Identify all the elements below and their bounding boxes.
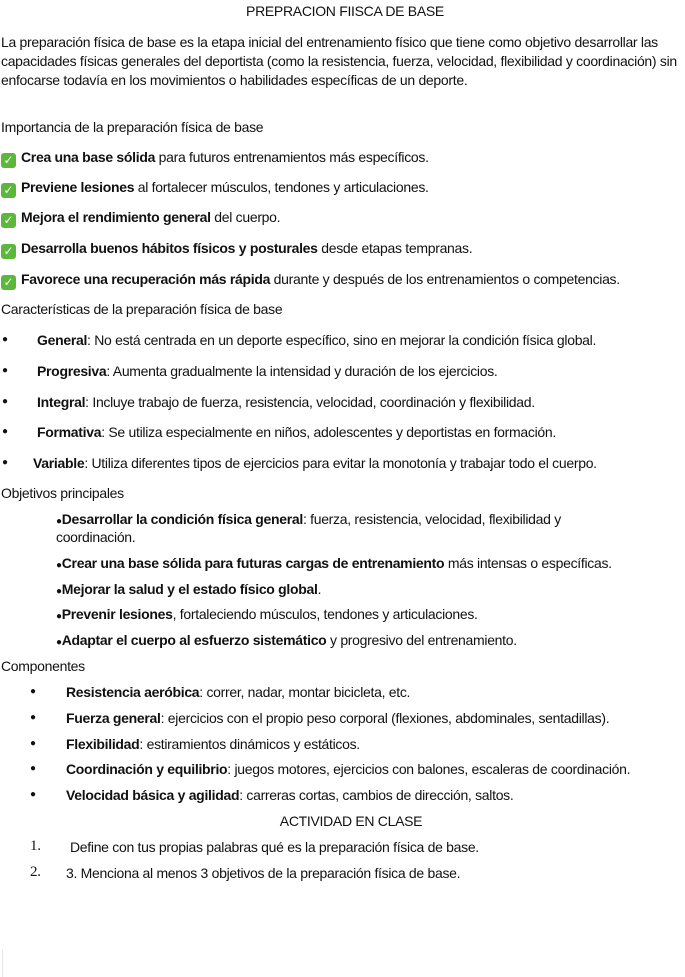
componente-item (66, 710, 609, 726)
bullet-icon: ● (30, 789, 36, 800)
item-bold: Integral (37, 394, 86, 410)
importancia-item (1, 179, 429, 198)
item-bold: Crear una base sólida para futuras cargas de entrenamiento (61, 555, 445, 571)
item-text: del cuerpo. (210, 209, 281, 225)
item-text: , fortaleciendo músculos, tendones y articulaciones. (172, 606, 478, 622)
bullet-icon: ● (2, 457, 8, 468)
componente-item (66, 684, 410, 700)
item-bold: General (37, 332, 88, 348)
item-text: y progresivo del entrenamiento. (326, 632, 517, 648)
activity-item: 3. Menciona al menos 3 objetivos de la preparación física de base. (66, 865, 461, 881)
list-number: 1. (30, 838, 41, 854)
section-heading-importancia: Importancia de la preparación física de base (1, 119, 264, 135)
item-text: al fortalecer músculos, tendones y articulaciones. (134, 179, 429, 195)
bullet-icon: ● (30, 763, 36, 774)
bullet-icon: ● (30, 738, 36, 749)
componente-item (66, 736, 360, 752)
item-bold: Previene lesiones (21, 179, 135, 195)
bullet-icon: ● (30, 686, 36, 697)
check-icon: ✓ (1, 153, 16, 168)
item-bold: Desarrollar la condición física general (61, 511, 303, 527)
caracteristica-item (37, 424, 556, 440)
objetivo-item (56, 581, 321, 597)
item-text: : estiramientos dinámicos y estáticos. (139, 736, 360, 752)
check-icon: ✓ (1, 275, 16, 290)
item-bold: Velocidad básica y agilidad (66, 787, 240, 803)
item-bold: Crea una base sólida (21, 149, 156, 165)
importancia-item (1, 209, 280, 228)
objetivo-item (56, 511, 561, 527)
page-edge-line (2, 950, 3, 977)
bullet-icon: ● (2, 426, 8, 437)
bullet-icon: ● (2, 334, 8, 345)
item-text: : juegos motores, ejercicios con balones, escaleras de coordinación. (227, 761, 631, 777)
bullet-icon: ● (56, 637, 62, 648)
item-bold: Mejorar la salud y el estado físico global (61, 581, 318, 597)
item-bold: Progresiva (37, 363, 107, 379)
objetivo-item (56, 555, 612, 571)
list-number: 2. (30, 864, 41, 880)
item-bold: Variable (33, 455, 85, 471)
item-text: para futuros entrenamientos más específicos. (155, 149, 429, 165)
bullet-icon: ● (2, 396, 8, 407)
bullet-icon: ● (56, 516, 62, 527)
page-title: PREPRACION FIISCA DE BASE (246, 3, 444, 19)
item-bold: Resistencia aeróbica (66, 684, 200, 700)
item-bold: Mejora el rendimiento general (21, 209, 211, 225)
item-text: más intensas o específicas. (444, 555, 612, 571)
item-text: : Aumenta gradualmente la intensidad y duración de los ejercicios. (106, 363, 498, 379)
item-bold: Favorece una recuperación más rápida (21, 271, 271, 287)
bullet-icon: ● (2, 365, 8, 376)
item-text: : Se utiliza especialmente en niños, adolescentes y deportistas en formación. (101, 424, 556, 440)
item-bold: Desarrolla buenos hábitos físicos y posturales (21, 240, 318, 256)
activity-item: Define con tus propias palabras qué es la preparación física de base. (70, 839, 479, 855)
caracteristica-item (33, 455, 597, 471)
check-icon: ✓ (1, 244, 16, 259)
item-text: : fuerza, resistencia, velocidad, flexibilidad y (302, 511, 561, 527)
check-icon: ✓ (1, 213, 16, 228)
item-text: : Incluye trabajo de fuerza, resistencia, velocidad, coordinación y flexibilidad. (85, 394, 535, 410)
item-text: : No está centrada en un deporte específico, sino en mejorar la condición física global. (87, 332, 597, 348)
bullet-icon: ● (56, 560, 62, 571)
activity-heading: ACTIVIDAD EN CLASE (279, 813, 423, 829)
importancia-item (1, 240, 472, 259)
item-text: . (317, 581, 322, 597)
item-text: desde etapas tempranas. (317, 240, 473, 256)
bullet-icon: ● (30, 712, 36, 723)
importancia-item (1, 271, 620, 290)
item-text: : Utiliza diferentes tipos de ejercicios para evitar la monotonía y trabajar todo el cuerpo. (84, 455, 597, 471)
objetivo-item-continuation: coordinación. (56, 529, 136, 545)
componente-item (66, 787, 513, 803)
caracteristica-item (37, 394, 535, 410)
intro-paragraph: La preparación física de base es la etapa inicial del entrenamiento físico que tiene como objetivo desarrollar las capacidades físicas generales del deportista (como la resistencia, fuerza, velocidad, flexibilidad y coordinación) sin enfocarse todavía en los movimientos o habilidades específicas de un deporte. (1, 34, 677, 88)
item-bold: Fuerza general (66, 710, 161, 726)
item-bold: Flexibilidad (66, 736, 140, 752)
objetivo-item (56, 632, 517, 648)
section-heading-caracteristicas: Características de la preparación física de base (1, 301, 283, 317)
bullet-icon: ● (56, 586, 62, 597)
check-icon: ✓ (1, 183, 16, 198)
item-text: durante y después de los entrenamientos o competencias. (270, 271, 620, 287)
caracteristica-item (37, 363, 497, 379)
item-text: : carreras cortas, cambios de dirección, saltos. (239, 787, 514, 803)
section-heading-objetivos: Objetivos principales (1, 485, 124, 501)
item-text: : ejercicios con el propio peso corporal (flexiones, abdominales, sentadillas). (160, 710, 610, 726)
importancia-item (1, 149, 429, 168)
section-heading-componentes: Componentes (1, 658, 85, 674)
item-bold: Formativa (37, 424, 102, 440)
item-bold: Coordinación y equilibrio (66, 761, 228, 777)
item-bold: Adaptar el cuerpo al esfuerzo sistemático (61, 632, 327, 648)
componente-item (66, 761, 630, 777)
item-bold: Prevenir lesiones (61, 606, 173, 622)
item-text: : correr, nadar, montar bicicleta, etc. (199, 684, 411, 700)
bullet-icon: ● (56, 611, 62, 622)
caracteristica-item (37, 332, 596, 348)
objetivo-item (56, 606, 478, 622)
